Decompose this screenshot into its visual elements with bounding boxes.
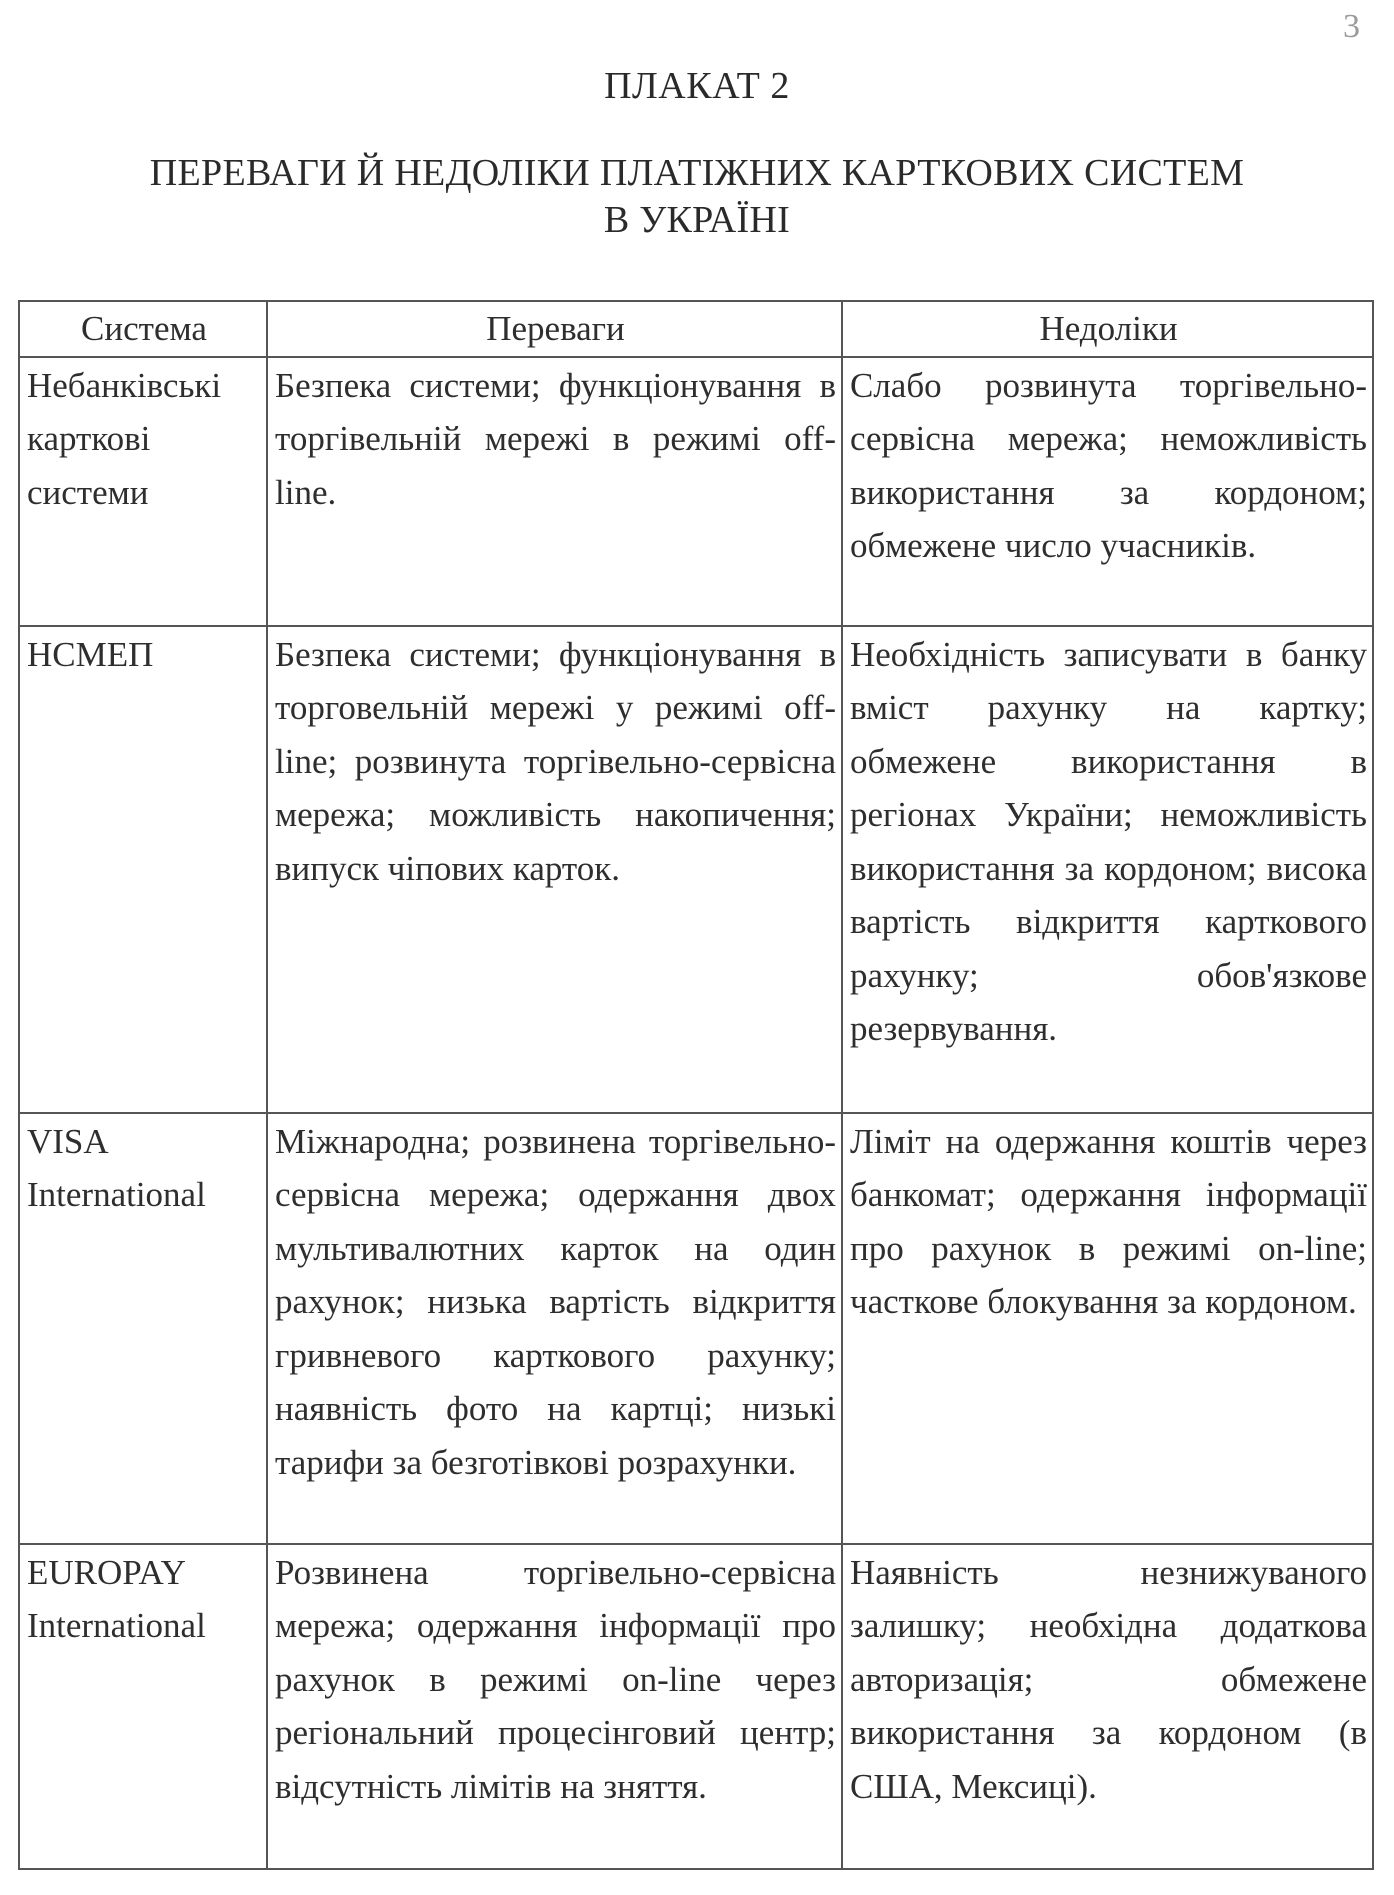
advantages-cell: Міжнародна; розвинена торгівельно-сервісна мережа; одержання двох мультивалютних карток на один рахунок; низька вартість відкриття гривневого карткового рахунку; наявність фото на картці; низькі тарифи за безготівкові розрахунки.: [267, 1113, 842, 1544]
header-system: Система: [19, 301, 267, 357]
page-number: 3: [1343, 8, 1360, 45]
system-cell: EUROPAY International: [19, 1544, 267, 1869]
disadvantages-cell: Слабо розвинута торгівельно-сервісна мережа; неможливість використання за кордоном; обмежене число учасників.: [842, 357, 1373, 626]
disadvantages-cell: Наявність незнижуваного залишку; необхідна додаткова авторизація; обмежене використання за кордоном (в США, Мексиці).: [842, 1544, 1373, 1869]
advantages-cell: Розвинена торгівельно-сервісна мережа; одержання інформації про рахунок в режимі on-line через регіональний процесінговий центр; відсутність лімітів на зняття.: [267, 1544, 842, 1869]
table-row: [19, 1544, 1373, 1869]
disadvantages-cell: Необхідність записувати в банку вміст рахунку на картку; обмежене використання в регіонах України; неможливість використання за кордоном; висока вартість відкриття карткового рахунку; обов'язкове резервування.: [842, 626, 1373, 1113]
title-line-1: ПЕРЕВАГИ Й НЕДОЛІКИ ПЛАТІЖНИХ КАРТКОВИХ СИСТЕМ: [149, 152, 1245, 194]
header-advantages: Переваги: [267, 301, 842, 357]
disadvantages-cell: Ліміт на одержання коштів через банкомат; одержання інформації про рахунок в режимі on-line; часткове блокування за кордоном.: [842, 1113, 1373, 1544]
system-cell: Небанківські карткові системи: [19, 357, 267, 626]
table-row: [19, 1113, 1373, 1544]
advantages-cell: Безпека системи; функціонування в торговельній мережі у режимі off-line; розвинута торгівельно-сервісна мережа; можливість накопичення; випуск чіпових карток.: [267, 626, 842, 1113]
system-cell: НСМЕП: [19, 626, 267, 1113]
table-header-row: [19, 301, 1373, 357]
document-title: [0, 150, 1394, 244]
comparison-table: [18, 300, 1374, 1870]
header-disadvantages: Недоліки: [842, 301, 1373, 357]
advantages-cell: Безпека системи; функціонування в торгівельній мережі в режимі off-line.: [267, 357, 842, 626]
table-row: [19, 626, 1373, 1113]
system-cell: VISA International: [19, 1113, 267, 1544]
table-row: [19, 357, 1373, 626]
title-line-2: В УКРАЇНІ: [603, 199, 791, 241]
poster-label: ПЛАКАТ 2: [604, 65, 790, 107]
